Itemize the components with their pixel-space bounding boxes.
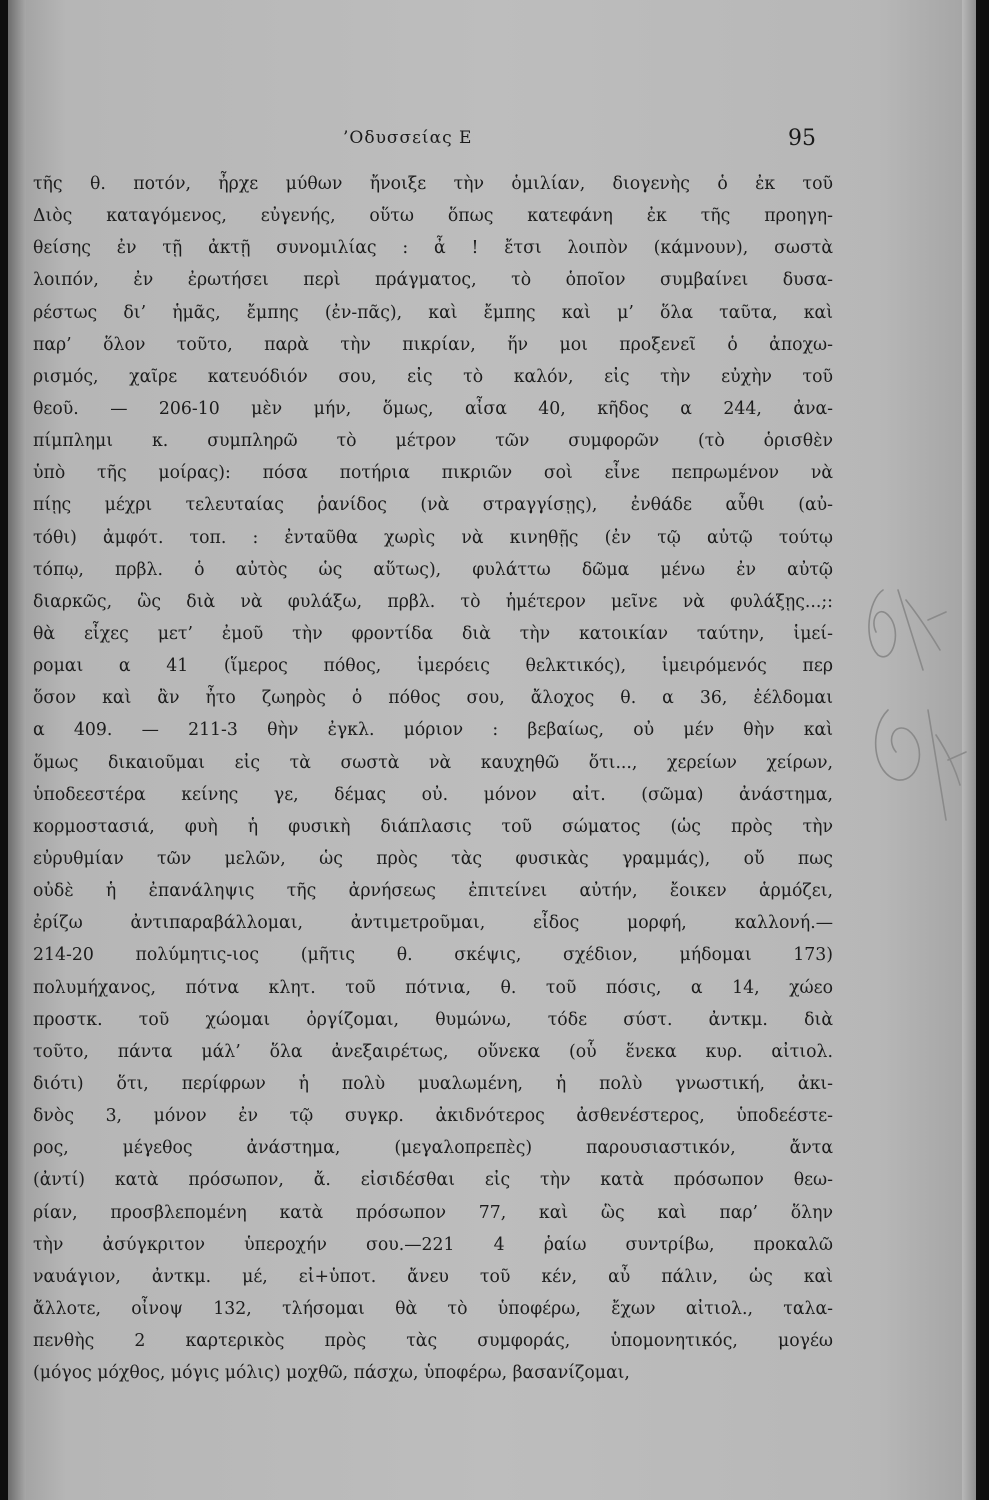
text-line: ναυάγιον, ἀντκμ. μέ, εἰ+ὑποτ. ἄνευ τοῦ κέν, αὖ πάλιν, ὡς καὶ <box>33 1266 833 1287</box>
text-line: ὑποδεεστέρα κείνης γε, δέμας οὐ. μόνον αἰτ. (σῶμα) ἀνάστημα, <box>33 784 833 805</box>
text-line: λοιπόν, ἐν ἐρωτήσει περὶ πράγματος, τὸ ὁποῖον συμβαίνει δυσα- <box>33 270 833 291</box>
text-line: τῆς θ. ποτόν, ἦρχε μύθων ἤνοιξε τὴν ὁμιλίαν, διογενὴς ὁ ἐκ τοῦ <box>33 174 833 194</box>
text-line: Διὸς καταγόμενος, εὐγενής, οὕτω ὅπως κατεφάνη ἐκ τῆς προηγη- <box>33 206 833 227</box>
running-head: ’Οδυσσείας Ε <box>343 128 473 148</box>
body-text <box>33 168 833 1389</box>
text-line: θείσης ἐν τῇ ἀκτῇ συνομιλίας : ἆ ! ἔτσι λοιπὸν (κάμνουν), σωστὰ <box>33 238 833 259</box>
page-spine-shadow <box>8 0 26 1500</box>
text-line: δνὸς 3, μόνον ἐν τῷ συγκρ. ἀκιδνότερος ἀσθενέστερος, ὑποδεέστε- <box>33 1106 833 1127</box>
text-line: πενθὴς 2 καρτερικὸς πρὸς τὰς συμφοράς, ὑπομονητικός, μογέω <box>33 1331 833 1352</box>
text-line: ἄλλοτε, οἶνοψ 132, τλήσομαι θὰ τὸ ὑποφέρω, ἔχων αἰτιολ., ταλα- <box>33 1298 833 1319</box>
text-line: πίῃς μέχρι τελευταίας ῥανίδος (νὰ στραγγίσῃς), ἐνθάδε αὖθι (αὐ- <box>33 495 833 516</box>
text-line: οὐδὲ ἡ ἐπανάληψις τῆς ἀρνήσεως ἐπιτείνει αὐτήν, ἔοικεν ἁρμόζει, <box>33 881 833 902</box>
text-line: ὅσον καὶ ἂν ἦτο ζωηρὸς ὁ πόθος σου, ἄλοχος θ. α 36, ἐέλδομαι <box>33 688 833 709</box>
text-line: ὑπὸ τῆς μοίρας): πόσα ποτήρια πικριῶν σοὶ εἶνε πεπρωμένον νὰ <box>33 463 833 484</box>
text-line: (μόγος μόχθος, μόγις μόλις) μοχθῶ, πάσχω, ὑποφέρω, βασανίζομαι, <box>33 1363 630 1384</box>
text-line: (ἀντί) κατὰ πρόσωπον, ἄ. εἰσιδέσθαι εἰς τὴν κατὰ πρόσωπον θεω- <box>33 1170 833 1191</box>
text-line: εὐρυθμίαν τῶν μελῶν, ὡς πρὸς τὰς φυσικὰς γραμμάς), οὔ πως <box>33 848 833 869</box>
pencil-annotation <box>828 560 976 860</box>
text-line: διότι) ὅτι, περίφρων ἡ πολὺ μυαλωμένη, ἡ πολὺ γνωστική, ἀκι- <box>33 1073 833 1094</box>
text-line: πολυμήχανος, πότνα κλητ. τοῦ πότνια, θ. τοῦ πόσις, α 14, χώεο <box>33 977 833 998</box>
text-line: ρος, μέγεθος ἀνάστημα, (μεγαλοπρεπὲς) παρουσιαστικόν, ἄντα <box>33 1138 833 1159</box>
text-line: τὴν ἀσύγκριτον ὑπεροχήν σου.—221 4 ῥαίω συντρίβω, προκαλῶ <box>33 1234 833 1255</box>
text-line: κορμοστασιά, φυὴ ἡ φυσικὴ διάπλασις τοῦ σώματος (ὡς πρὸς τὴν <box>33 816 833 837</box>
text-line: τοῦτο, πάντα μάλ’ ὅλα ἀνεξαιρέτως, οὕνεκα (οὗ ἕνεκα κυρ. αἰτιολ. <box>33 1041 833 1062</box>
text-line: ρομαι α 41 (ἵμερος πόθος, ἱμερόεις θελκτικός), ἱμειρόμενός περ <box>33 656 833 677</box>
text-line: ρισμός, χαῖρε κατευόδιόν σου, εἰς τὸ καλόν, εἰς τὴν εὐχὴν τοῦ <box>33 366 833 387</box>
text-line: α 409. — 211-3 θὴν ἐγκλ. μόριον : βεβαίως, οὐ μέν θὴν καὶ <box>33 720 833 741</box>
text-line: τόπῳ, πρβλ. ὁ αὐτὸς ὡς αὕτως), φυλάττω δῶμα μένω ἐν αὐτῷ <box>33 559 833 580</box>
text-line: 214-20 πολύμητις-ιος (μῆτις θ. σκέψις, σχέδιον, μήδομαι 173) <box>33 945 833 966</box>
text-line: πίμπλημι κ. συμπληρῶ τὸ μέτρον τῶν συμφορῶν (τὸ ὁρισθὲν <box>33 431 833 452</box>
text-line: ἐρίζω ἀντιπαραβάλλομαι, ἀντιμετροῦμαι, εἶδος μορφή, καλλονή.— <box>33 913 833 934</box>
text-line: διαρκῶς, ὣς διὰ νὰ φυλάξω, πρβλ. τὸ ἡμέτερον μεῖνε νὰ φυλάξῃς...;: <box>33 591 833 612</box>
text-line: θὰ εἶχες μετ’ ἐμοῦ τὴν φροντίδα διὰ τὴν κατοικίαν ταύτην, ἱμεί- <box>33 623 833 644</box>
text-line: προστκ. τοῦ χώομαι ὀργίζομαι, θυμώνω, τόδε σύστ. ἀντκμ. διὰ <box>33 1009 833 1030</box>
text-line: παρ’ ὅλον τοῦτο, παρὰ τὴν πικρίαν, ἥν μοι προξενεῖ ὁ ἀποχω- <box>33 334 833 355</box>
text-line: ρίαν, προσβλεπομένη κατὰ πρόσωπον 77, καὶ ὣς καὶ παρ’ ὅλην <box>33 1202 833 1223</box>
text-line: ὅμως δικαιοῦμαι εἰς τὰ σωστὰ νὰ καυχηθῶ ὅτι..., χερείων χείρων, <box>33 752 833 773</box>
book-page <box>8 0 976 1500</box>
text-line: τόθι) ἀμφότ. τοπ. : ἐνταῦθα χωρὶς νὰ κινηθῇς (ἐν τῷ αὐτῷ τούτῳ <box>33 527 833 548</box>
page-header <box>8 128 976 158</box>
page-number: 95 <box>788 126 816 151</box>
text-line: ρέστως δι’ ἡμᾶς, ἔμπης (ἐν-πᾶς), καὶ ἔμπης καὶ μ’ ὅλα ταῦτα, καὶ <box>33 302 833 323</box>
text-line: θεοῦ. — 206-10 μὲν μήν, ὅμως, αἶσα 40, κῆδος α 244, ἀνα- <box>33 398 833 419</box>
